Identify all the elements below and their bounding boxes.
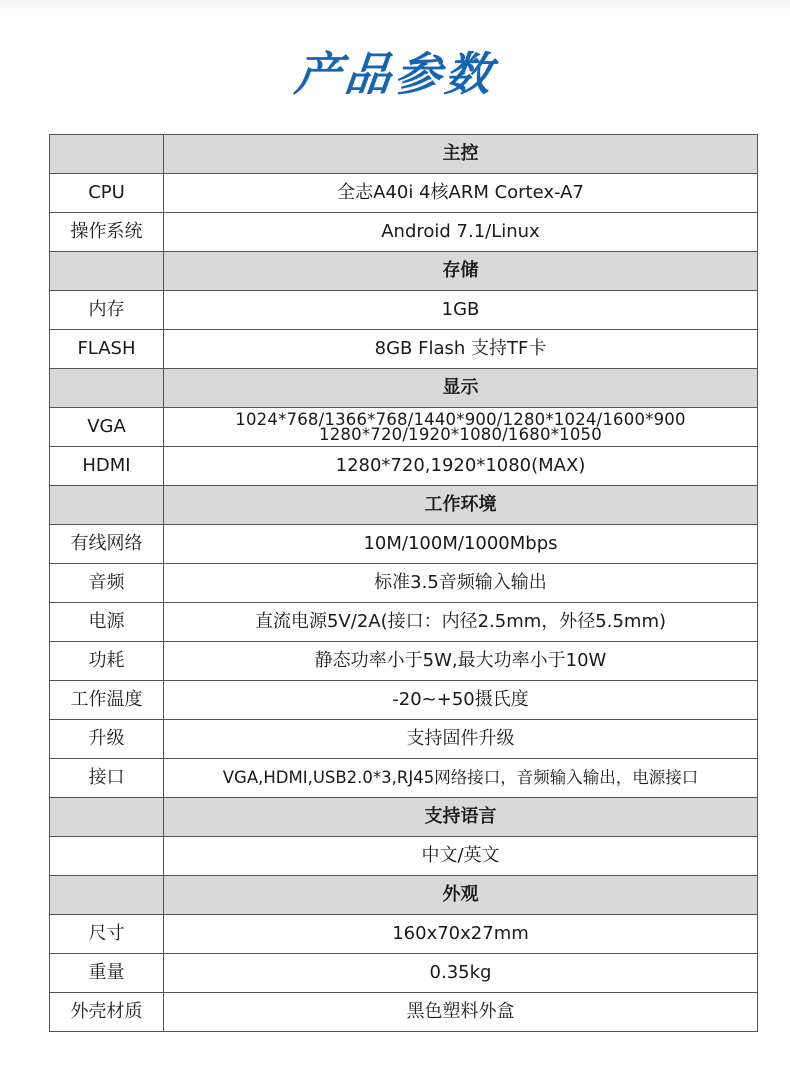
table-row-upgrade: [50, 720, 758, 759]
table-row-hdmi: [50, 447, 758, 486]
row-label: [50, 876, 164, 915]
row-label: 内存: [50, 291, 164, 330]
section-row-language: [50, 798, 758, 837]
row-value: 8GB Flash 支持TF卡: [164, 330, 758, 369]
row-value: 静态功率小于5W,最大功率小于10W: [164, 642, 758, 681]
section-row-storage: [50, 252, 758, 291]
row-label: [50, 486, 164, 525]
table-row-audio: [50, 564, 758, 603]
table-row-memory: [50, 291, 758, 330]
row-value: 标准3.5音频输入输出: [164, 564, 758, 603]
row-value: -20~+50摄氏度: [164, 681, 758, 720]
row-value-line: 1024*768/1366*768/1440*900/1280*1024/1600*900: [235, 410, 686, 429]
section-row-display: [50, 369, 758, 408]
row-label: [50, 135, 164, 174]
table-row-language: [50, 837, 758, 876]
row-label: [50, 798, 164, 837]
row-label: 操作系统: [50, 213, 164, 252]
row-label: FLASH: [50, 330, 164, 369]
row-value: 中文/英文: [164, 837, 758, 876]
table-row-size: [50, 915, 758, 954]
section-row-main-control: [50, 135, 758, 174]
table-row-flash: [50, 330, 758, 369]
row-label: 升级: [50, 720, 164, 759]
section-heading: 外观: [164, 876, 758, 915]
row-label: 音频: [50, 564, 164, 603]
row-value: 10M/100M/1000Mbps: [164, 525, 758, 564]
row-label: VGA: [50, 408, 164, 447]
row-label: 重量: [50, 954, 164, 993]
section-row-environment: [50, 486, 758, 525]
page-title: 产品参数: [292, 47, 498, 101]
row-label: 接口: [50, 759, 164, 798]
top-divider: [0, 0, 790, 10]
row-label: HDMI: [50, 447, 164, 486]
table-row-power-consumption: [50, 642, 758, 681]
row-value: [164, 408, 758, 447]
row-label: [50, 369, 164, 408]
table-row-vga: [50, 408, 758, 447]
row-label: [50, 837, 164, 876]
table-row-weight: [50, 954, 758, 993]
table-row-power: [50, 603, 758, 642]
section-heading: 存储: [164, 252, 758, 291]
row-value: Android 7.1/Linux: [164, 213, 758, 252]
table-row-cpu: [50, 174, 758, 213]
spec-table: [49, 134, 758, 1032]
row-label: [50, 252, 164, 291]
table-row-interfaces: [50, 759, 758, 798]
section-heading: 工作环境: [164, 486, 758, 525]
row-value: 直流电源5V/2A(接口：内径2.5mm，外径5.5mm): [164, 603, 758, 642]
row-value: 1GB: [164, 291, 758, 330]
row-label: 外壳材质: [50, 993, 164, 1032]
row-label: 电源: [50, 603, 164, 642]
section-row-appearance: [50, 876, 758, 915]
row-label: 尺寸: [50, 915, 164, 954]
row-label: 功耗: [50, 642, 164, 681]
section-heading: 主控: [164, 135, 758, 174]
row-value: 黑色塑料外盒: [164, 993, 758, 1032]
section-heading: 显示: [164, 369, 758, 408]
table-row-housing: [50, 993, 758, 1032]
row-value: 160x70x27mm: [164, 915, 758, 954]
row-value: 全志A40i 4核ARM Cortex-A7: [164, 174, 758, 213]
row-label: CPU: [50, 174, 164, 213]
row-value-line: 1280*720/1920*1080/1680*1050: [319, 425, 602, 444]
table-row-os: [50, 213, 758, 252]
row-value: VGA,HDMI,USB2.0*3,RJ45网络接口，音频输入输出，电源接口: [164, 759, 758, 798]
table-row-network: [50, 525, 758, 564]
row-label: 工作温度: [50, 681, 164, 720]
section-heading: 支持语言: [164, 798, 758, 837]
row-value: 支持固件升级: [164, 720, 758, 759]
row-label: 有线网络: [50, 525, 164, 564]
row-value: 0.35kg: [164, 954, 758, 993]
table-row-temperature: [50, 681, 758, 720]
row-value: 1280*720,1920*1080(MAX): [164, 447, 758, 486]
